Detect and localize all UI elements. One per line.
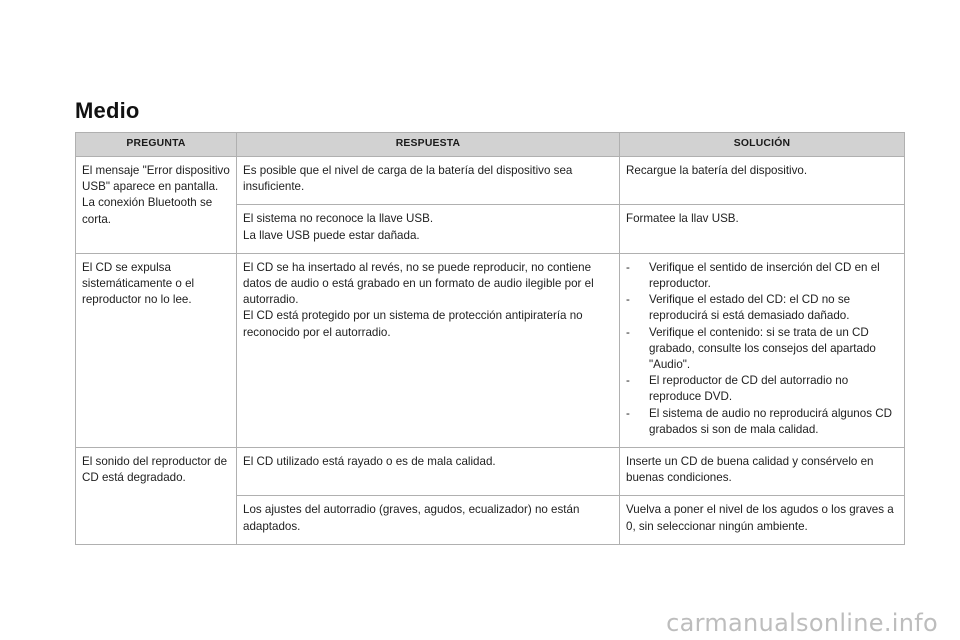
answer-text: El CD está protegido por un sistema de protección antipiratería no reconocido por el autorradio. bbox=[243, 309, 583, 339]
solution-cell bbox=[620, 448, 905, 496]
table-row bbox=[76, 157, 905, 205]
question-text: El sonido del reproductor de CD está degradado. bbox=[82, 455, 228, 485]
answer-text: El CD se ha insertado al revés, no se puede reproducir, no contiene datos de audio o está grabado en un formato de audio ilegible por el autorradio. bbox=[243, 260, 594, 307]
column-header-solution: SOLUCIÓN bbox=[620, 133, 905, 157]
answer-cell bbox=[237, 448, 620, 496]
question-text: La conexión Bluetooth se corta. bbox=[82, 196, 213, 226]
dash-bullet: - bbox=[626, 260, 630, 274]
answer-text: Los ajustes del autorradio (graves, agudos, ecualizador) no están adaptados. bbox=[243, 503, 580, 533]
solution-text: Inserte un CD de buena calidad y consérvelo en buenas condiciones. bbox=[626, 455, 874, 485]
solution-list-item: - El reproductor de CD del autorradio no reproduce DVD. bbox=[626, 374, 849, 404]
dash-bullet: - bbox=[626, 293, 630, 307]
page-title: Medio bbox=[75, 98, 140, 123]
solution-list-item: - Verifique el estado del CD: el CD no se reproducirá si está demasiado dañado. bbox=[626, 293, 851, 323]
table-row bbox=[76, 448, 905, 496]
solution-list bbox=[626, 260, 898, 438]
dash-bullet: - bbox=[626, 406, 630, 420]
solution-list-item: - Verifique el contenido: si se trata de un CD grabado, consulte los consejos del apartado "Audio". bbox=[626, 325, 876, 372]
answer-text: El CD utilizado está rayado o es de mala calidad. bbox=[243, 455, 496, 469]
answer-text: Es posible que el nivel de carga de la batería del dispositivo sea insuficiente. bbox=[243, 164, 573, 194]
watermark-text: carmanualsonline.info bbox=[666, 609, 938, 637]
question-text: El mensaje "Error dispositivo USB" aparece en pantalla. bbox=[82, 164, 230, 194]
solution-text: Vuelva a poner el nivel de los agudos o los graves a 0, sin seleccionar ningún ambiente. bbox=[626, 503, 894, 533]
dash-bullet: - bbox=[626, 325, 630, 339]
question-text: El CD se expulsa sistemáticamente o el reproductor no lo lee. bbox=[82, 260, 195, 307]
solution-text: Formatee la llav USB. bbox=[626, 212, 739, 226]
column-header-answer: RESPUESTA bbox=[237, 133, 620, 157]
answer-cell bbox=[237, 205, 620, 253]
solution-cell bbox=[620, 253, 905, 447]
solution-list-item: - El sistema de audio no reproducirá algunos CD grabados si son de mala calidad. bbox=[626, 406, 892, 436]
answer-cell bbox=[237, 157, 620, 205]
solution-cell bbox=[620, 157, 905, 205]
solution-cell bbox=[620, 205, 905, 253]
question-cell bbox=[76, 157, 237, 254]
solution-text: Recargue la batería del dispositivo. bbox=[626, 164, 808, 177]
answer-text: La llave USB puede estar dañada. bbox=[243, 228, 420, 242]
column-header-question: PREGUNTA bbox=[76, 133, 237, 157]
solution-list-item: - Verifique el sentido de inserción del CD en el reproductor. bbox=[626, 260, 880, 291]
answer-text: El sistema no reconoce la llave USB. bbox=[243, 212, 434, 226]
solution-cell bbox=[620, 496, 905, 544]
troubleshooting-table bbox=[75, 132, 905, 545]
table-row bbox=[76, 253, 905, 447]
answer-cell bbox=[237, 496, 620, 544]
answer-cell bbox=[237, 253, 620, 447]
question-cell bbox=[76, 253, 237, 447]
table-header-row bbox=[76, 133, 905, 157]
question-cell bbox=[76, 448, 237, 545]
dash-bullet: - bbox=[626, 374, 630, 388]
